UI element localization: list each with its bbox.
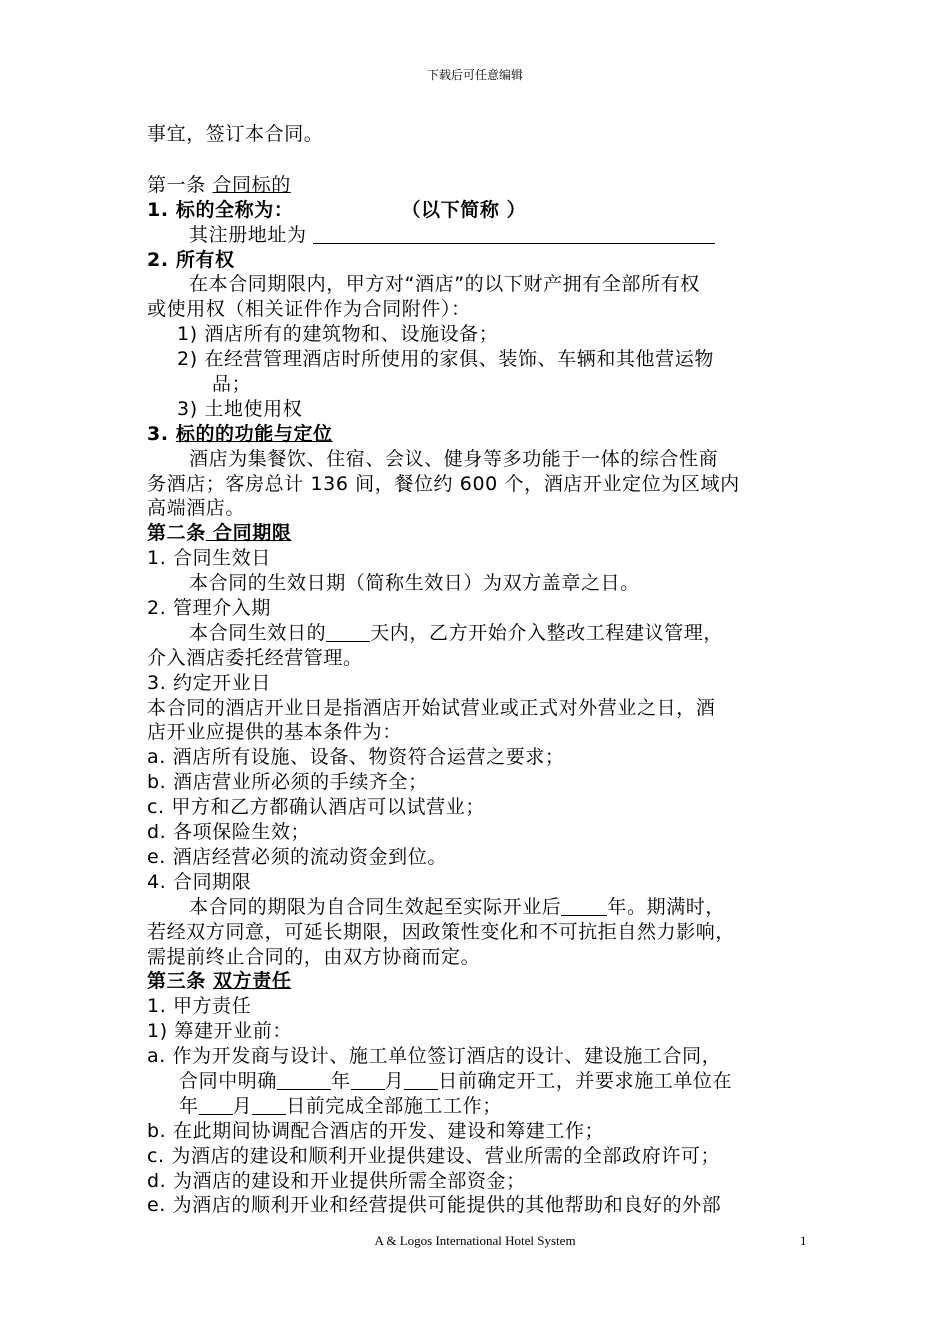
paragraph: 或使用权（相关证件作为合同附件）： — [147, 298, 471, 321]
footer-title: A & Logos International Hotel System — [374, 1233, 576, 1248]
section-3-1: 1. 甲方责任 — [147, 995, 252, 1018]
text: 年 — [331, 1069, 351, 1092]
text: 年 — [179, 1094, 199, 1117]
paragraph: 本合同的酒店开业日是指酒店开始试营业或正式对外营业之日，酒 — [147, 696, 716, 719]
spacer — [147, 147, 812, 173]
page-number: 1 — [800, 1233, 807, 1248]
list-item: e. 酒店经营必须的流动资金到位。 — [147, 845, 447, 868]
year-blank — [277, 1071, 331, 1090]
list-item: e. 为酒店的顺利开业和经营提供可能提供的其他帮助和良好的外部 — [147, 1194, 722, 1217]
list-item: a. 酒店所有设施、设备、物资符合运营之要求； — [147, 746, 565, 769]
paragraph: 店开业应提供的基本条件为： — [147, 721, 402, 744]
section-number: 3. — [147, 422, 176, 445]
list-item: b. 酒店营业所必须的手续齐全； — [147, 771, 428, 794]
paragraph: 事宜，签订本合同。 — [147, 123, 324, 145]
paragraph — [147, 895, 812, 920]
text: 本合同生效日的 — [189, 621, 327, 644]
list-item: a. 作为开发商与设计、施工单位签订酒店的设计、建设施工合同， — [147, 1045, 722, 1068]
document-body — [147, 122, 812, 1218]
list-item-continued — [147, 1069, 812, 1094]
section-2-2: 2. 管理介入期 — [147, 597, 271, 620]
section-2-4: 4. 合同期限 — [147, 870, 252, 893]
article-number: 第一条 — [147, 173, 213, 196]
section-1-2: 2. 所有权 — [147, 248, 235, 271]
paragraph: 酒店为集餐饮、住宿、会议、健身等多功能于一体的综合性商 — [189, 447, 719, 470]
text: 日前确定开工，并要求施工单位在 — [438, 1069, 733, 1092]
article-2-heading — [147, 521, 812, 546]
section-2-1: 1. 合同生效日 — [147, 547, 271, 570]
text: 合同中明确 — [179, 1069, 278, 1092]
years-blank — [561, 897, 607, 916]
list-item-continued — [147, 1094, 812, 1119]
section-abbrev: （以下简称 ） — [401, 198, 527, 221]
list-item: c. 为酒店的建设和顺利开业提供建设、营业所需的全部政府许可； — [147, 1144, 721, 1167]
address-blank — [313, 225, 715, 244]
list-item: b. 在此期间协调配合酒店的开发、建设和筹建工作； — [147, 1119, 605, 1142]
text: 年。期满时， — [607, 895, 726, 918]
paragraph: 务酒店；客房总计 136 间，餐位约 600 个，酒店开业定位为区域内 — [147, 472, 740, 495]
list-item: 1) 酒店所有的建筑物和、设施设备； — [177, 323, 499, 346]
text: 日前完成全部施工工作； — [286, 1094, 502, 1117]
section-1-3 — [147, 422, 812, 447]
paragraph — [147, 621, 812, 646]
section-1-1 — [147, 198, 812, 223]
text: 本合同的期限为自合同生效起至实际开业后 — [189, 895, 562, 918]
article-title: 合同标的 — [212, 173, 291, 196]
text: 月 — [232, 1094, 253, 1117]
list-item: d. 各项保险生效； — [147, 821, 311, 844]
paragraph: 介入酒店委托经营管理。 — [147, 646, 363, 669]
month-blank — [351, 1071, 385, 1090]
list-item: 3) 土地使用权 — [177, 397, 303, 420]
article-title: 双方责任 — [213, 970, 292, 993]
address-label: 其注册地址为 — [189, 223, 314, 246]
paragraph: 需提前终止合同的，由双方协商而定。 — [147, 945, 481, 968]
text: 月 — [384, 1069, 405, 1092]
section-title: 标的的功能与定位 — [175, 422, 333, 445]
days-blank — [326, 623, 370, 642]
day-blank — [404, 1071, 438, 1090]
article-3-heading — [147, 969, 812, 994]
section-label: 1. 标的全称为： — [147, 198, 294, 221]
section-2-3: 3. 约定开业日 — [147, 671, 271, 694]
article-number: 第三条 — [147, 970, 214, 993]
paragraph: 高端酒店。 — [147, 497, 246, 520]
registered-address — [147, 223, 812, 248]
list-item: d. 为酒店的建设和开业提供所需全部资金； — [147, 1169, 526, 1192]
page-header: 下载后可任意编辑 — [426, 68, 523, 82]
day-blank — [252, 1096, 286, 1115]
list-item: 2) 在经营管理酒店时所使用的家俱、装饰、车辆和其他营运物 — [177, 348, 714, 371]
article-title: 合同期限 — [205, 522, 292, 545]
month-blank — [199, 1096, 233, 1115]
article-number: 第二条 — [147, 522, 206, 545]
list-item-continued: 品； — [212, 373, 252, 396]
paragraph: 在本合同期限内，甲方对“酒店”的以下财产拥有全部所有权 — [189, 273, 700, 296]
text: 天内，乙方开始介入整改工程建议管理， — [370, 621, 724, 644]
paragraph: 若经双方同意，可延长期限，因政策性变化和不可抗拒自然力影响， — [147, 920, 736, 943]
article-1-heading — [147, 173, 812, 198]
paragraph: 本合同的生效日期（简称生效日）为双方盖章之日。 — [189, 572, 640, 595]
list-item: c. 甲方和乙方都确认酒店可以试营业； — [147, 796, 485, 819]
subsection: 1) 筹建开业前： — [147, 1020, 292, 1043]
